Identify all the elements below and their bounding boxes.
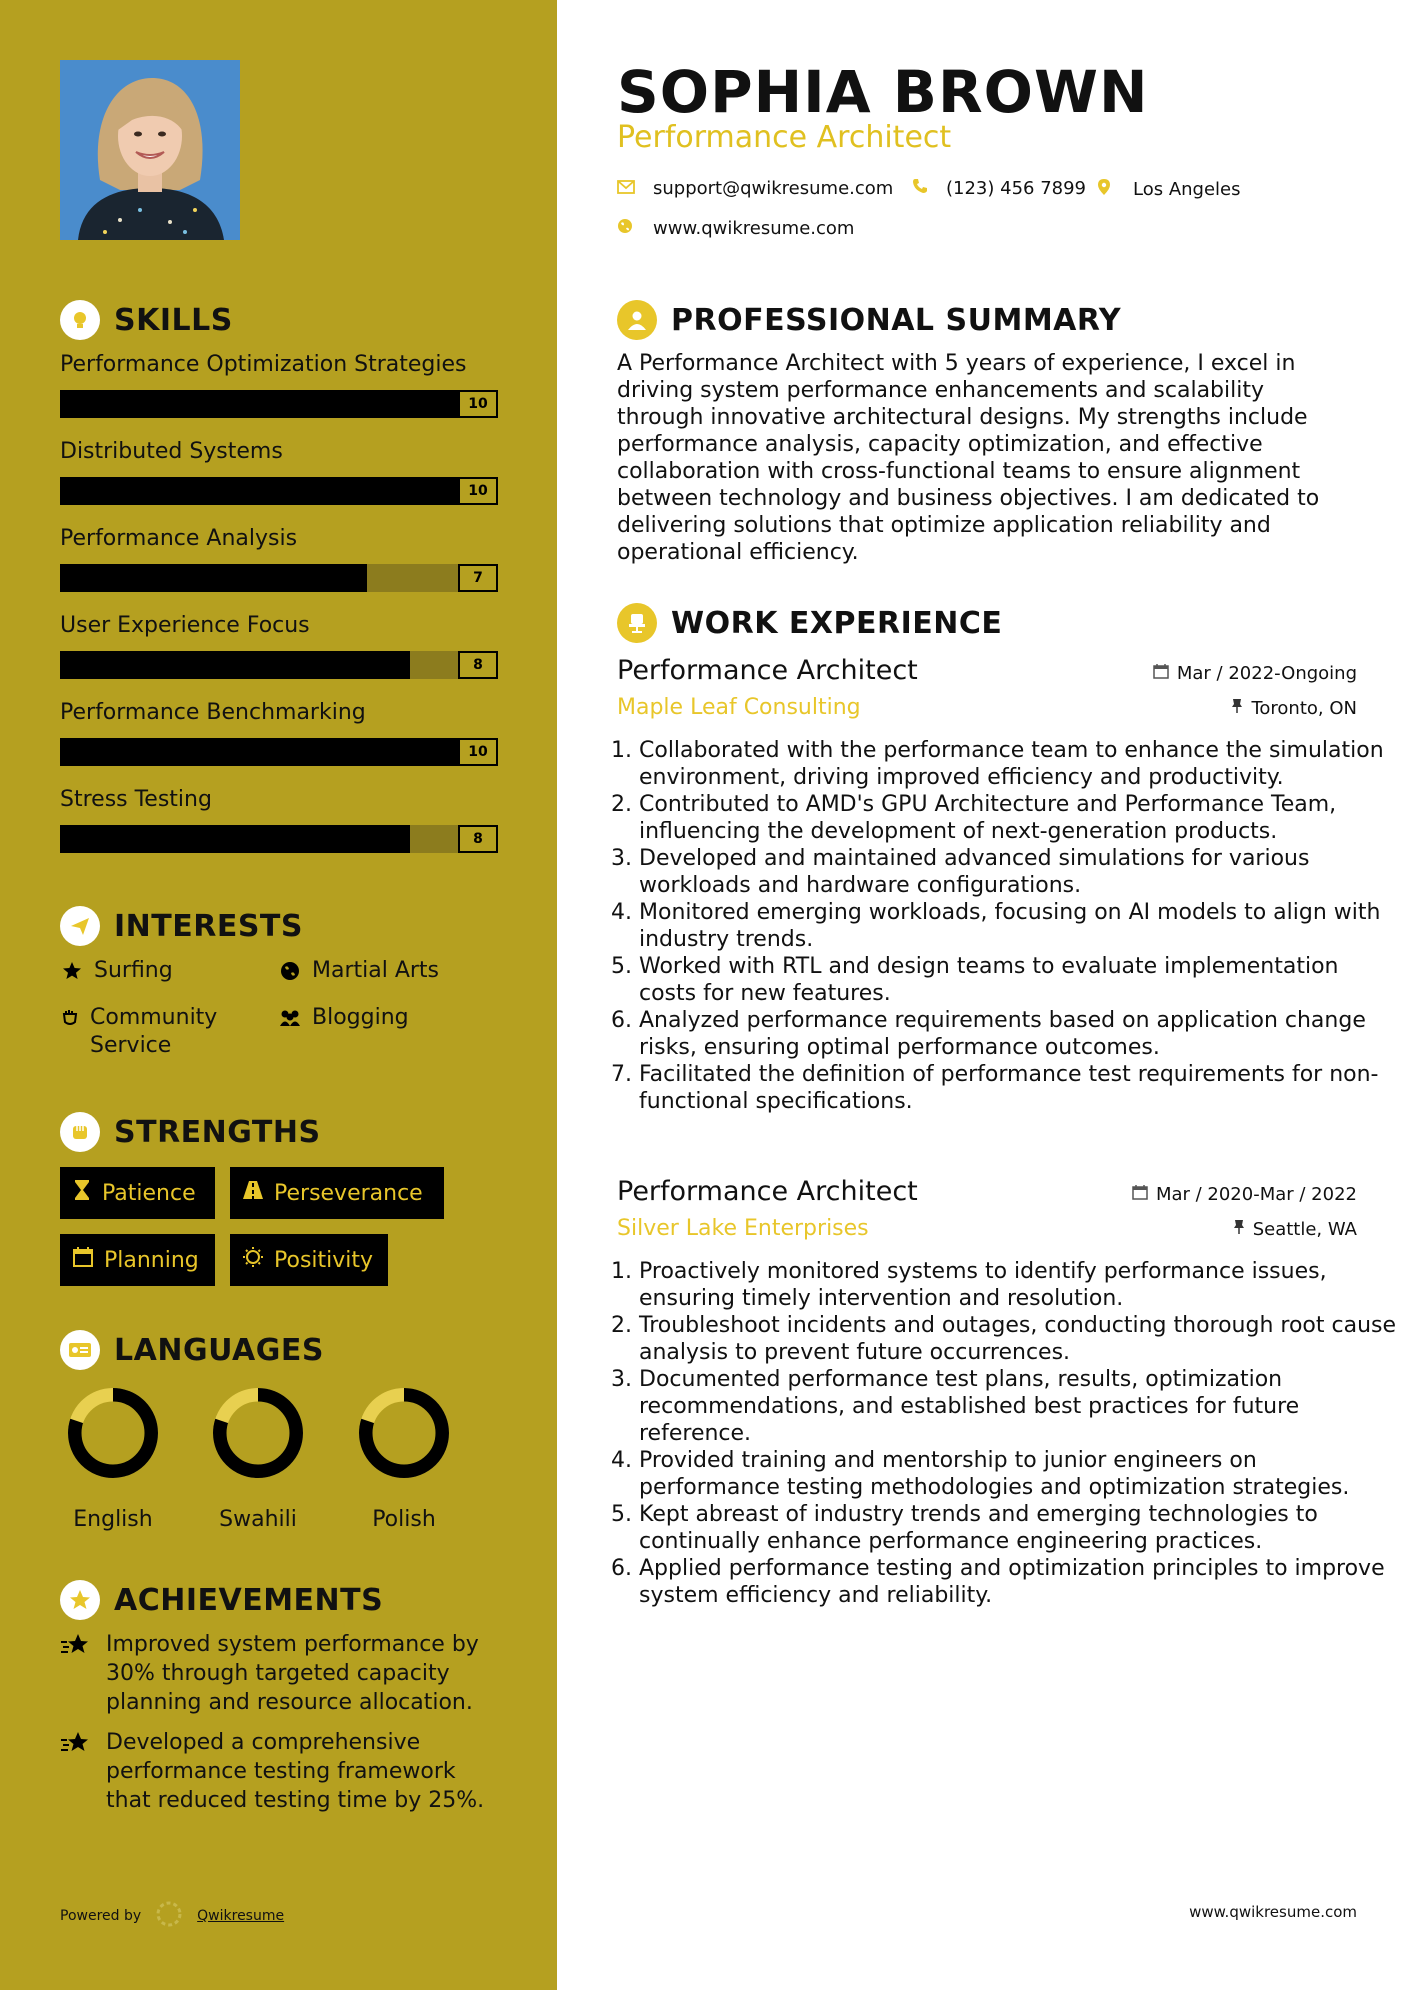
strength-badge <box>230 1167 444 1219</box>
sun-icon <box>242 1246 264 1274</box>
star-badge-icon <box>60 1580 100 1620</box>
skill-level: 8 <box>458 825 498 853</box>
language-item <box>344 1385 464 1532</box>
interest-label: Blogging <box>312 1005 409 1030</box>
skill-item <box>60 698 498 766</box>
interest-item <box>60 957 173 985</box>
skill-bar-fill <box>60 390 498 418</box>
strength-badge <box>60 1167 215 1219</box>
qwikresume-link[interactable]: Qwikresume <box>197 1908 285 1924</box>
strength-label: Planning <box>104 1247 199 1273</box>
skill-item <box>60 524 498 592</box>
language-item <box>53 1385 173 1532</box>
globe-icon <box>278 957 302 985</box>
powered-by <box>60 1900 284 1932</box>
globe-icon <box>617 218 633 239</box>
portrait-illustration <box>60 60 240 240</box>
skill-item <box>60 350 498 418</box>
contact-phone <box>912 178 1086 199</box>
pushpin-icon <box>1231 698 1243 719</box>
shooting-star-icon <box>60 1728 94 1815</box>
skill-name: Performance Optimization Strategies <box>60 352 467 377</box>
skill-item <box>60 785 498 853</box>
skill-name: User Experience Focus <box>60 613 310 638</box>
skill-bar-fill <box>60 651 410 679</box>
job-company: Maple Leaf Consulting <box>617 695 861 720</box>
skill-item <box>60 611 498 679</box>
strengths-heading <box>60 1112 321 1152</box>
skill-name: Performance Benchmarking <box>60 700 366 725</box>
skill-bar <box>60 738 498 766</box>
skill-bar <box>60 390 498 418</box>
interest-item <box>278 957 439 985</box>
skill-name: Stress Testing <box>60 787 212 812</box>
hourglass-icon <box>72 1179 92 1207</box>
duty-item: 7. Facilitated the definition of performance test requirements for non-functional specifications. <box>639 1061 1399 1115</box>
skill-bar-fill <box>60 738 498 766</box>
skill-level: 10 <box>458 738 498 766</box>
achievement-text: Improved system performance by 30% through targeted capacity planning and resource allocation. <box>106 1632 479 1715</box>
skill-level: 10 <box>458 390 498 418</box>
skill-bar-fill <box>60 477 498 505</box>
phone-icon <box>912 178 928 199</box>
job-location <box>1233 1219 1357 1240</box>
skill-bar <box>60 825 498 853</box>
language-label: Polish <box>372 1507 436 1532</box>
duty-item: 6. Applied performance testing and optimization principles to improve system efficiency and reliability. <box>639 1555 1399 1609</box>
location-text: Los Angeles <box>1133 179 1241 200</box>
duty-item: 1. Collaborated with the performance team to enhance the simulation environment, driving improved efficiency and productivity. <box>639 737 1399 791</box>
job-duties <box>617 737 1399 1115</box>
contact-website <box>617 218 854 239</box>
strength-label: Positivity <box>274 1247 374 1273</box>
duty-item: 5. Kept abreast of industry trends and emerging technologies to continually enhance performance engineering practices. <box>639 1501 1399 1555</box>
calendar-icon <box>1153 663 1169 684</box>
skill-bar <box>60 477 498 505</box>
skill-bar-fill <box>60 564 367 592</box>
strength-label: Patience <box>102 1180 196 1206</box>
candidate-name: SOPHIA BROWN <box>617 58 1149 126</box>
languages-title: LANGUAGES <box>114 1332 324 1368</box>
interest-label: Martial Arts <box>312 958 440 983</box>
duty-item: 3. Developed and maintained advanced simulations for various workloads and hardware configurations. <box>639 845 1399 899</box>
language-ring <box>210 1385 306 1481</box>
powered-by-label: Powered by <box>60 1908 142 1924</box>
job-location <box>1231 698 1357 719</box>
calendar-icon <box>1132 1184 1148 1205</box>
language-item <box>198 1385 318 1532</box>
skill-bar <box>60 564 498 592</box>
qwikresume-logo-icon <box>155 1900 183 1932</box>
job-date-text: Mar / 2022-Ongoing <box>1176 663 1357 684</box>
duty-item: 3. Documented performance test plans, results, optimization recommendations, and established best practices for future reference. <box>639 1366 1399 1447</box>
strength-badge <box>60 1234 215 1286</box>
fist-icon <box>60 1112 100 1152</box>
footer-website[interactable]: www.qwikresume.com <box>1189 1903 1357 1921</box>
contact-email <box>617 178 893 199</box>
skills-title: SKILLS <box>114 302 233 338</box>
interest-item <box>278 1004 409 1032</box>
skill-level: 7 <box>458 564 498 592</box>
id-card-icon <box>60 1330 100 1370</box>
phone-text[interactable]: (123) 456 7899 <box>946 178 1087 199</box>
duty-item: 4. Provided training and mentorship to junior engineers on performance testing methodologies and optimization strategies. <box>639 1447 1399 1501</box>
language-ring <box>65 1385 161 1481</box>
achievements-heading <box>60 1580 383 1620</box>
interests-heading <box>60 906 303 946</box>
shooting-star-icon <box>60 1630 94 1717</box>
job-title: Performance Architect <box>617 1176 918 1207</box>
duty-item: 2. Contributed to AMD's GPU Architecture and Performance Team, influencing the development of next-generation products. <box>639 791 1399 845</box>
experience-title: WORK EXPERIENCE <box>671 605 1003 641</box>
skills-heading <box>60 300 233 340</box>
strengths-title: STRENGTHS <box>114 1114 321 1150</box>
skill-bar-fill <box>60 825 410 853</box>
skill-item <box>60 437 498 505</box>
skill-level: 10 <box>458 477 498 505</box>
interests-title: INTERESTS <box>114 908 303 944</box>
skill-level: 8 <box>458 651 498 679</box>
sidebar <box>0 0 557 1990</box>
duty-item: 5. Worked with RTL and design teams to evaluate implementation costs for new features. <box>639 953 1399 1007</box>
interest-item <box>60 1004 260 1060</box>
duty-item: 6. Analyzed performance requirements based on application change risks, ensuring optimal performance outcomes. <box>639 1007 1399 1061</box>
job-location-text: Toronto, ON <box>1251 698 1357 719</box>
candidate-role: Performance Architect <box>617 120 952 155</box>
profile-photo <box>60 60 240 240</box>
website-text[interactable]: www.qwikresume.com <box>653 218 855 239</box>
users-icon <box>278 1004 302 1032</box>
skill-name: Distributed Systems <box>60 439 283 464</box>
skill-name: Performance Analysis <box>60 526 298 551</box>
job-date-text: Mar / 2020-Mar / 2022 <box>1155 1184 1357 1205</box>
summary-title: PROFESSIONAL SUMMARY <box>671 302 1122 338</box>
envelope-icon <box>617 178 635 199</box>
duty-item: 1. Proactively monitored systems to identify performance issues, ensuring timely intervention and resolution. <box>639 1258 1399 1312</box>
strength-badge <box>230 1234 388 1286</box>
experience-heading <box>617 603 1002 643</box>
interest-label: Surfing <box>94 958 173 983</box>
skill-bar <box>60 651 498 679</box>
achievements-title: ACHIEVEMENTS <box>114 1582 384 1618</box>
job-date <box>1153 663 1357 684</box>
job-duties <box>617 1258 1399 1609</box>
job-date <box>1132 1184 1357 1205</box>
road-icon <box>242 1179 264 1207</box>
languages-heading <box>60 1330 324 1370</box>
main-content <box>557 0 1407 1990</box>
map-pin-icon <box>1097 178 1111 201</box>
summary-heading <box>617 300 1121 340</box>
pushpin-icon <box>1233 1219 1245 1240</box>
lightbulb-icon <box>60 300 100 340</box>
chair-icon <box>617 603 657 643</box>
calendar-icon <box>72 1246 94 1274</box>
interest-label: Community Service <box>90 1005 218 1058</box>
contact-location <box>1097 178 1241 201</box>
job-company: Silver Lake Enterprises <box>617 1216 869 1241</box>
duty-item: 4. Monitored emerging workloads, focusing on AI models to align with industry trends. <box>639 899 1399 953</box>
star-icon <box>60 957 84 985</box>
user-icon <box>617 300 657 340</box>
hand-icon <box>60 1004 80 1032</box>
language-label: Swahili <box>219 1507 297 1532</box>
language-ring <box>356 1385 452 1481</box>
language-label: English <box>73 1507 153 1532</box>
achievement-item <box>60 1630 500 1717</box>
duty-item: 2. Troubleshoot incidents and outages, conducting thorough root cause analysis to prevent future occurrences. <box>639 1312 1399 1366</box>
job-title: Performance Architect <box>617 655 918 686</box>
achievement-text: Developed a comprehensive performance testing framework that reduced testing time by 25%. <box>106 1730 485 1813</box>
achievement-item <box>60 1728 500 1815</box>
summary-text: A Performance Architect with 5 years of experience, I excel in driving system performance enhancements and scalability through innovative architectural designs. My strengths include performance analysis, capacity optimization, and effective collaboration with cross-functional teams to ensure alignment between technology and business objectives. I am dedicated to delivering solutions that optimize application reliability and operational efficiency. <box>617 351 1320 565</box>
email-text[interactable]: support@qwikresume.com <box>653 178 894 199</box>
strength-label: Perseverance <box>274 1180 423 1206</box>
paper-plane-icon <box>60 906 100 946</box>
job-location-text: Seattle, WA <box>1252 1219 1357 1240</box>
